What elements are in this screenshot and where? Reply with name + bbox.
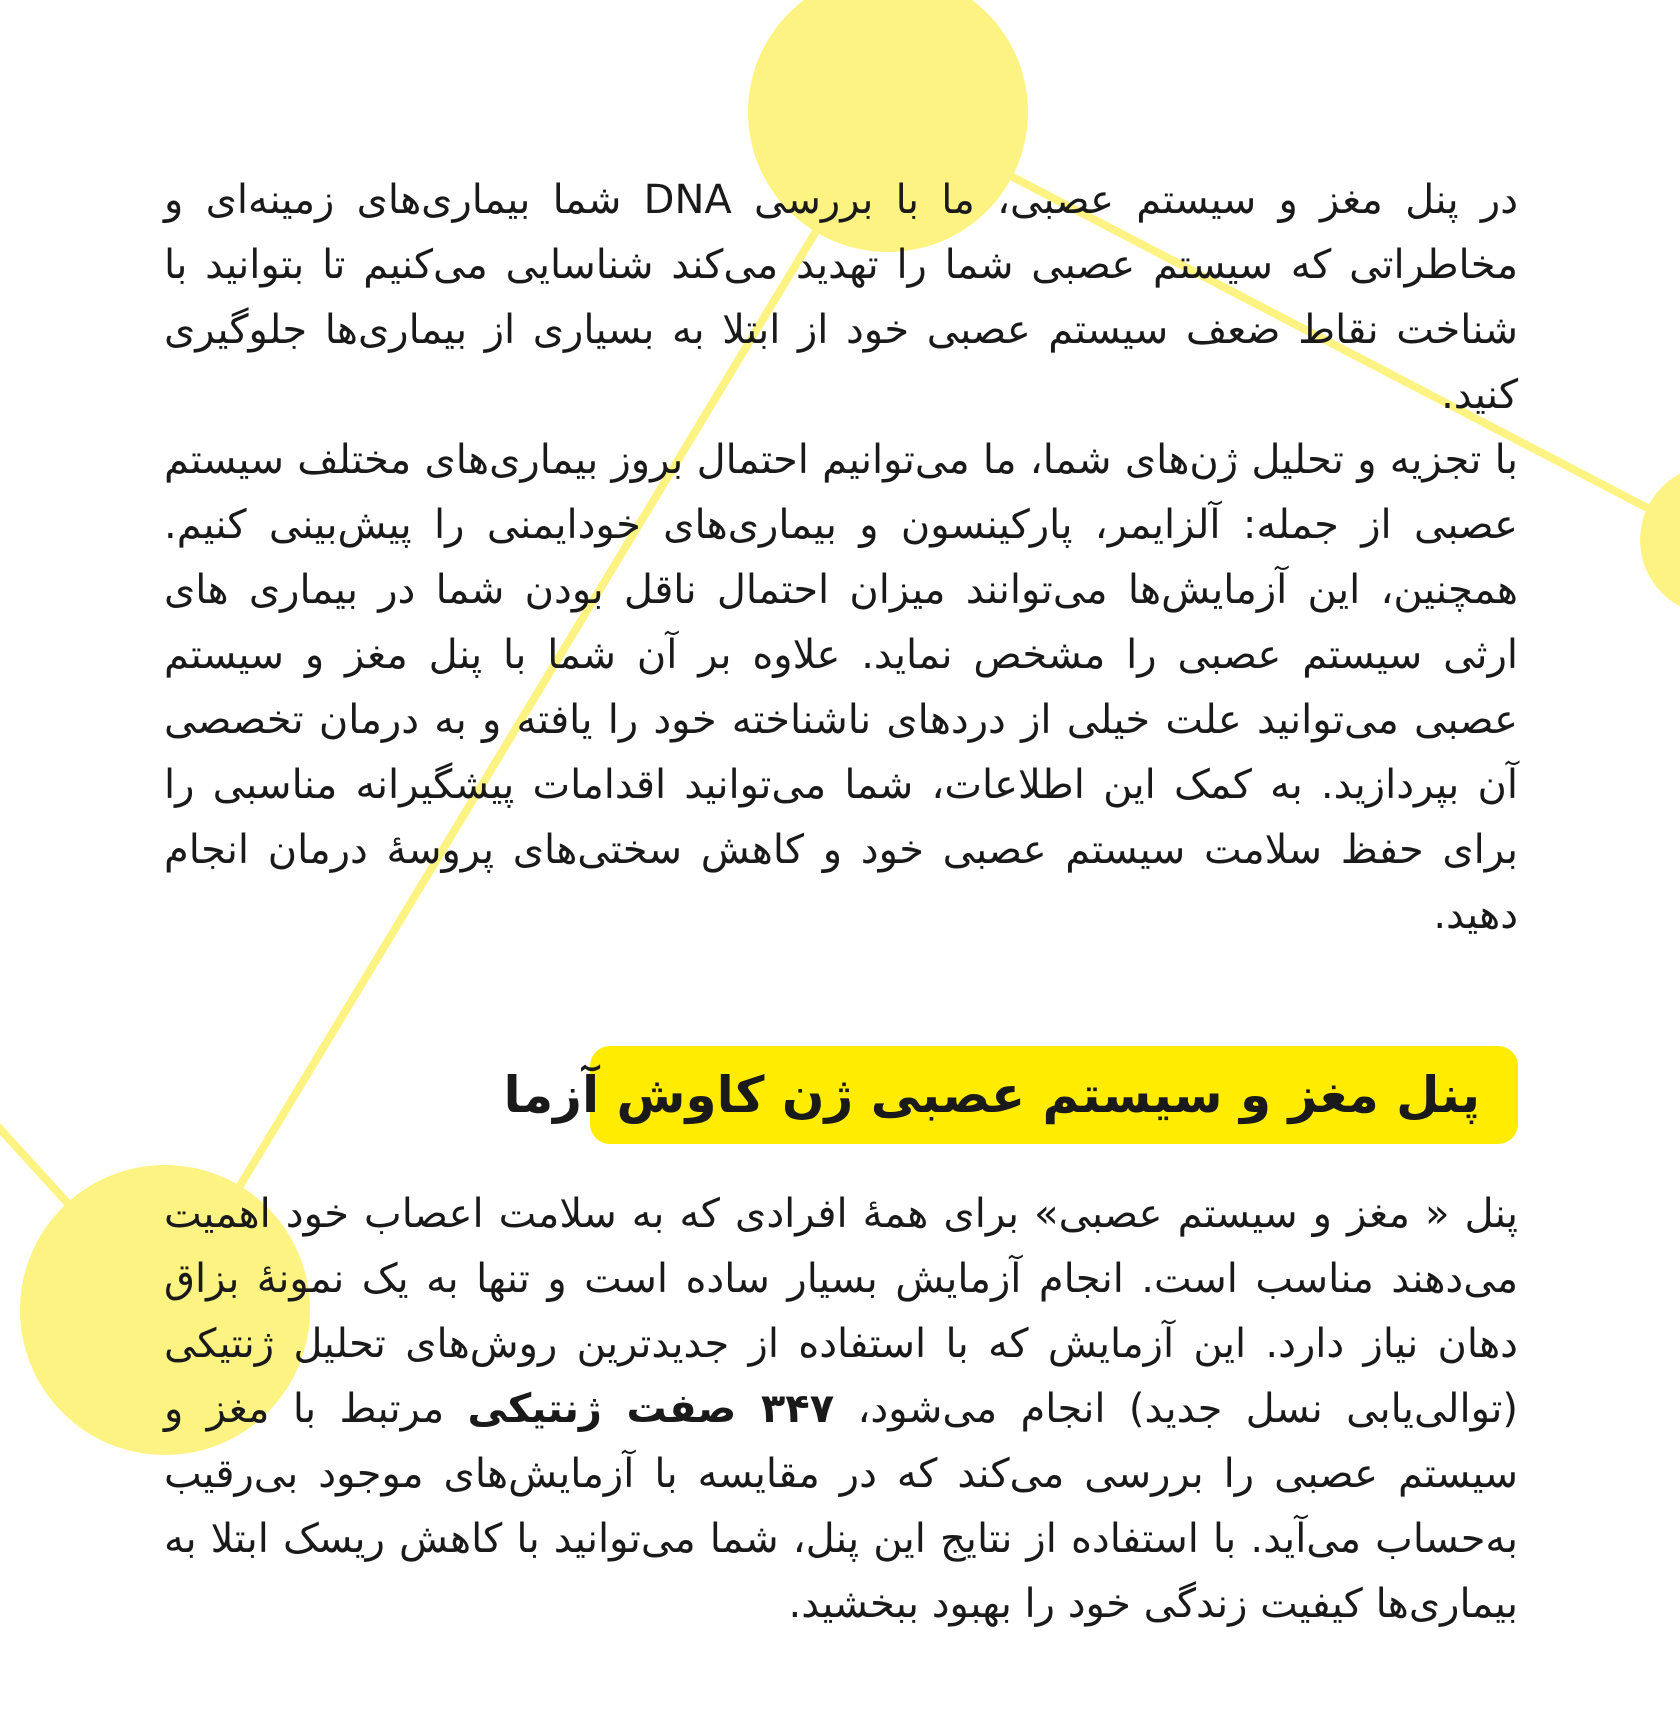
decor-circle-right [1640, 465, 1680, 615]
section-heading: پنل مغز و سیستم عصبی ژن کاوش آزما [590, 1046, 1518, 1144]
panel-paragraph-text-end: مرتبط با مغز و سیستم عصبی را بررسی می‌کند که در مقایسه با آزمایش‌های موجود بی‌رقیب به‌حساب می‌آید. با استفاده از نتایج این پنل، شما می‌توانید با کاهش ریسک ابتلا به بیماری‌ها کیفیت زندگی خود را بهبود ببخشید. [164, 1386, 1518, 1627]
genetic-traits-count: ۳۴۷ صفت ژنتیکی [467, 1386, 835, 1432]
diseases-paragraph: با تجزیه و تحلیل ژن‌های شما، ما می‌توانیم احتمال بروز بیماری‌های مختلف سیستم عصبی از جمله: آلزایمر، پارکینسون و بیماری‌های خودایمنی را پیش‌بینی کنیم. همچنین، این آزمایش‌ها می‌توانند میزان احتمال ناقل بودن شما در بیماری های ارثی سیستم عصبی را مشخص نماید. علاوه بر آن شما با پنل مغز و سیستم عصبی می‌توانید علت خیلی از دردهای ناشناخته خود را یافته و به درمان تخصصی آن بپردازید. به کمک این اطلاعات، شما می‌توانید اقدامات پیشگیرانه مناسبی را برای حفظ سلامت سیستم عصبی خود و کاهش سختی‌های پروسهٔ درمان انجام دهید. [164, 437, 1518, 938]
intro-paragraph: در پنل مغز و سیستم عصبی، ما با بررسی DNA شما بیماری‌های زمینه‌ای و مخاطراتی که سیستم عصبی شما را تهدید می‌کند شناسایی می‌کنیم تا بتوانید با شناخت نقاط ضعف سیستم عصبی خود از ابتلا به بسیاری از بیماری‌ها جلوگیری کنید. [164, 177, 1518, 418]
section-heading-wrapper [164, 1046, 1518, 1144]
article-body [164, 168, 1518, 1637]
panel-paragraph-text-start: پنل « مغز و سیستم عصبی» برای همهٔ افرادی که به سلامت اعصاب خود اهمیت می‌دهند مناسب است. انجام آزمایش بسیار ساده است و تنها به یک نمونهٔ بزاق دهان نیاز دارد. این آزمایش که با استفاده از جدیدترین روش‌های تحلیل ژنتیکی (توالی‌یابی نسل جدید) انجام می‌شود، [164, 1191, 1518, 1432]
panel-paragraph [164, 1182, 1518, 1637]
